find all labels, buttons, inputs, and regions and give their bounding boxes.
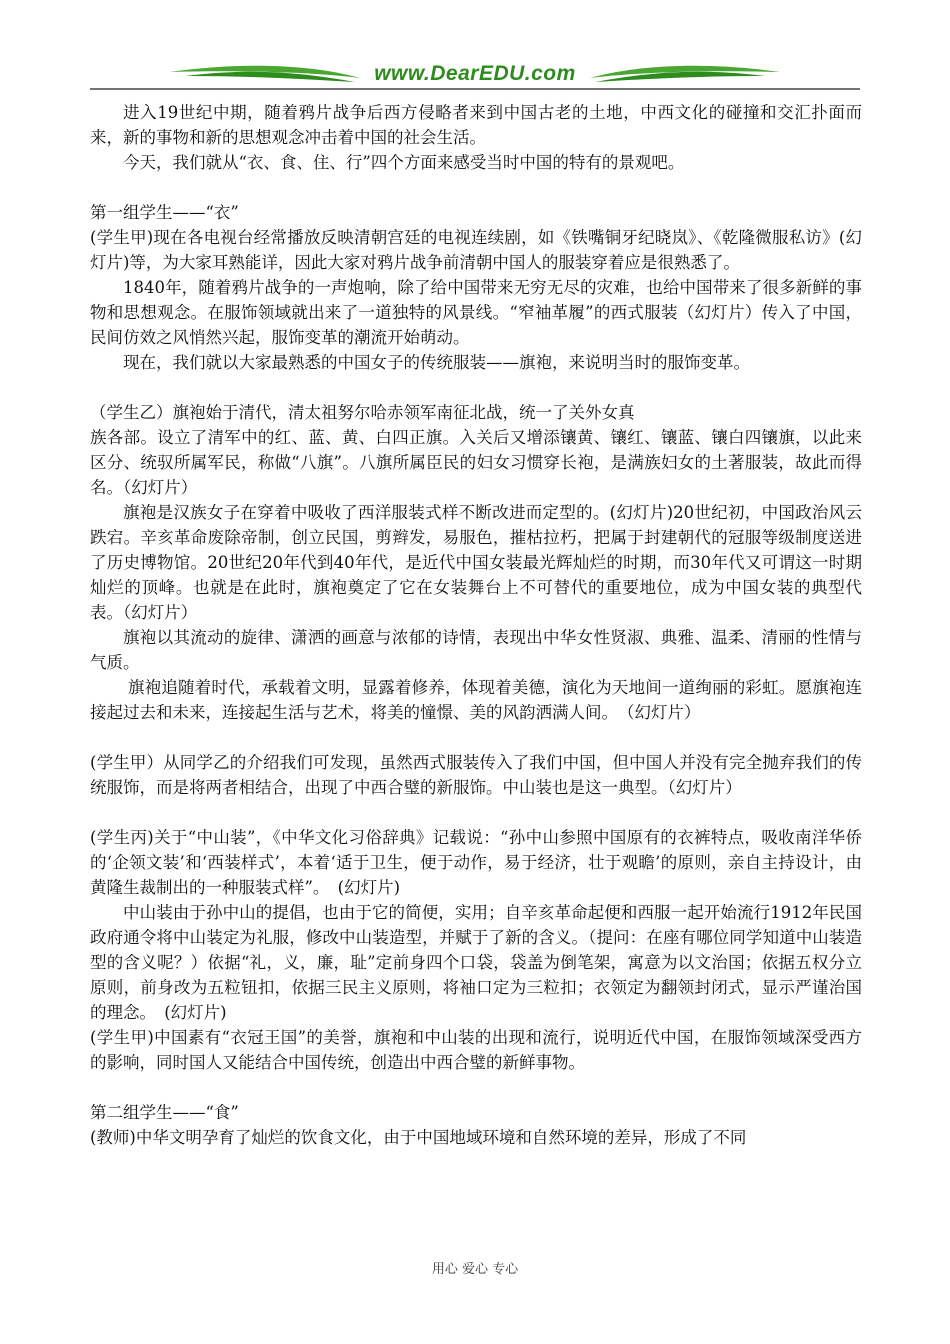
- paragraph: （学生乙）旗袍始于清代，清太祖努尔哈赤领军南征北战，统一了关外女真: [90, 403, 635, 422]
- section-heading: 第一组学生——“衣”: [90, 203, 239, 222]
- paragraph: (学生甲)中国素有“衣冠王国”的美誉，旗袍和中山装的出现和流行，说明近代中国，在服饰领域深受西方的影响，同时国人又能结合中国传统，创造出中西合璧的新鲜事物。: [90, 1028, 862, 1072]
- paragraph: 中山装由于孙中山的提倡，也由于它的简便，实用；自辛亥革命起便和西服一起开始流行1912年民国政府通令将中山装定为礼服，修改中山装造型，并赋于了新的含义。（提问：在座有哪位同学知道中山装造型的含义呢？）依据“礼，义，廉，耻”定前身四个口袋，袋盖为倒笔架，寓意为以文治国；依据五权分立原则，前身改为五粒钮扣，依据三民主义原则，将袖口定为三粒扣；衣领定为翻领封闭式，显示严谨治国的理念。 (幻灯片): [90, 903, 862, 1022]
- section-heading: 第二组学生——“食”: [90, 1103, 239, 1122]
- paragraph: 旗袍追随着时代，承载着文明，显露着修养，体现着美德，演化为天地间一道绚丽的彩虹。愿旗袍连接起过去和未来，连接起生活与艺术，将美的憧憬、美的风韵洒满人间。 （幻灯片）: [90, 678, 862, 722]
- paragraph: (学生甲)现在各电视台经常播放反映清朝宫廷的电视连续剧，如《铁嘴铜牙纪晓岚》、《乾隆微服私访》(幻灯片)等，为大家耳熟能详，因此大家对鸦片战争前清朝中国人的服装穿着应是很熟悉了。: [90, 228, 862, 272]
- paragraph: (学生甲）从同学乙的介绍我们可发现，虽然西式服装传入了我们中国，但中国人并没有完全抛弃我们的传统服饰，而是将两者相结合，出现了中西合璧的新服饰。中山装也是这一典型。（幻灯片）: [90, 753, 862, 797]
- paragraph: (教师)中华文明孕育了灿烂的饮食文化，由于中国地域环境和自然环境的差异，形成了不同: [90, 1128, 747, 1147]
- paragraph: 旗袍是汉族女子在穿着中吸收了西洋服装式样不断改进而定型的。(幻灯片)20世纪初，中国政治风云跌宕。辛亥革命废除帝制，创立民国，剪辫发，易服色，摧枯拉朽，把属于封建朝代的冠服等级制度送进了历史博物馆。20世纪20年代到40年代，是近代中国女装最光辉灿烂的时期，而30年代又可谓这一时期灿烂的顶峰。也就是在此时，旗袍奠定了它在女装舞台上不可替代的重要地位，成为中国女装的典型代表。（幻灯片）: [90, 503, 862, 622]
- paragraph: 1840年，随着鸦片战争的一声炮响，除了给中国带来无穷无尽的灾难，也给中国带来了很多新鲜的事物和思想观念。在服饰领域就出来了一道独特的风景线。“窄袖革履”的西式服装（幻灯片）传入了中国，民间仿效之风悄然兴起，服饰变革的潮流开始萌动。: [90, 278, 862, 347]
- document-body: [90, 100, 862, 1150]
- paragraph: 进入19世纪中期，随着鸦片战争后西方侵略者来到中国古老的土地，中西文化的碰撞和交汇扑面而来，新的事物和新的思想观念冲击着中国的社会生活。: [90, 103, 862, 147]
- paragraph: 旗袍以其流动的旋律、潇洒的画意与浓郁的诗情，表现出中华女性贤淑、典雅、温柔、清丽的性情与气质。: [90, 628, 862, 672]
- paragraph: (学生丙)关于“中山装”，《中华文化习俗辞典》记载说：“孙中山参照中国原有的衣裤特点，吸收南洋华侨的‘企领文装’和‘西装样式’，本着‘适于卫生，便于动作，易于经济，壮于观瞻’的原则，亲自主持设计，由黄隆生裁制出的一种服装式样”。 (幻灯片): [90, 828, 862, 897]
- paragraph: 今天，我们就从“衣、食、住、行”四个方面来感受当时中国的特有的景观吧。: [123, 153, 685, 172]
- page-footer: 用心 爱心 专心: [431, 1262, 519, 1277]
- paragraph: 族各部。设立了清军中的红、蓝、黄、白四正旗。入关后又增添镶黄、镶红、镶蓝、镶白四镶旗，以此来区分、统驭所属军民，称做“八旗”。八旗所属臣民的妇女习惯穿长袍，是满族妇女的土著服装，故此而得名。（幻灯片）: [90, 428, 862, 497]
- paragraph: 现在，我们就以大家最熟悉的中国女子的传统服装——旗袍，来说明当时的服饰变革。: [123, 353, 750, 372]
- site-header: [90, 58, 860, 92]
- site-name: www.DearEDU.com: [374, 62, 576, 85]
